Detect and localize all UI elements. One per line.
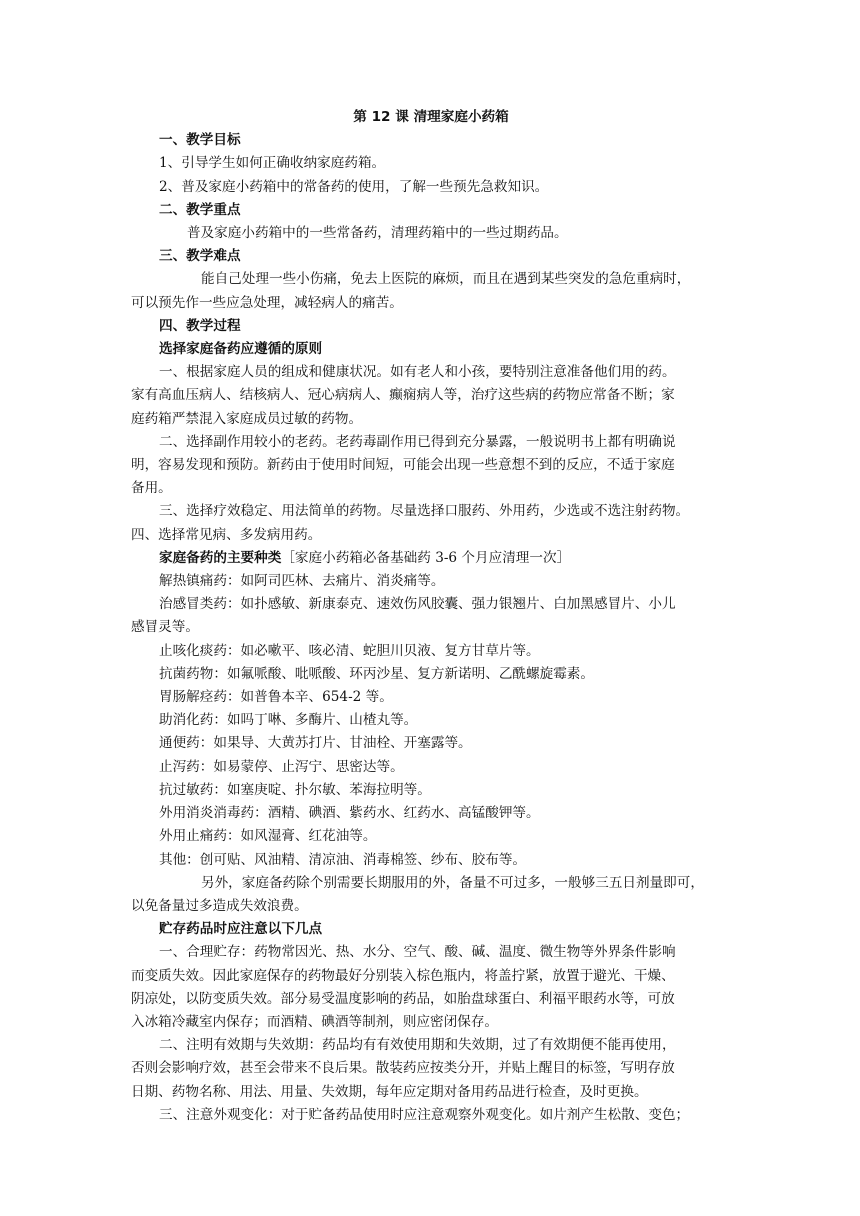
paragraph-line: 另外，家庭备药除个别需要长期服用的外，备量不可过多，一般够三五日剂量即可， <box>201 874 704 891</box>
focus-text: 普及家庭小药箱中的一些常备药，清理药箱中的一些过期药品。 <box>187 225 568 242</box>
paragraph-line: 二、注明有效期与失效期：药品均有有效使用期和失效期，过了有效期便不能再使用， <box>159 1037 676 1054</box>
types-heading-note: ［家庭小药箱必备基础药 3-6 个月应清理一次］ <box>281 549 571 566</box>
drug-type-item: 胃肠解痉药：如普鲁本辛、654-2 等。 <box>159 689 393 706</box>
paragraph-line: 入冰箱冷藏室内保存；而酒精、碘酒等制剂，则应密闭保存。 <box>131 1013 499 1030</box>
drug-type-item: 外用止痛药：如风湿膏、红花油等。 <box>159 828 377 845</box>
subheading-storage: 贮存药品时应注意以下几点 <box>159 921 323 938</box>
drug-type-item: 治感冒类药：如扑感敏、新康泰克、速效伤风胶囊、强力银翘片、白加黑感冒片、小儿 <box>159 596 676 613</box>
subheading-principles: 选择家庭备药应遵循的原则 <box>159 341 323 358</box>
section-heading-focus: 二、教学重点 <box>159 201 241 218</box>
drug-type-item: 外用消炎消毒药：酒精、碘酒、紫药水、红药水、高锰酸钾等。 <box>159 805 540 822</box>
drug-type-item: 抗过敏药：如塞庚啶、扑尔敏、苯海拉明等。 <box>159 781 431 798</box>
paragraph-line: 而变质失效。因此家庭保存的药物最好分别装入棕色瓶内，将盖拧紧，放置于避光、干燥、 <box>131 967 675 984</box>
paragraph-line: 明，容易发现和预防。新药由于使用时间短，可能会出现一些意想不到的反应，不适于家庭 <box>131 457 675 474</box>
paragraph-line: 以免备量过多造成失效浪费。 <box>131 897 308 914</box>
drug-type-item: 感冒灵等。 <box>131 619 199 636</box>
paragraph-line: 备用。 <box>131 480 172 497</box>
paragraph-line: 三、选择疗效稳定、用法简单的药物。尽量选择口服药、外用药，少选或不选注射药物。 <box>159 503 690 520</box>
drug-type-item: 抗菌药物：如氟哌酸、吡哌酸、环丙沙星、复方新诺明、乙酰螺旋霉素。 <box>159 665 594 682</box>
paragraph-line: 一、合理贮存：药物常因光、热、水分、空气、酸、碱、温度、微生物等外界条件影响 <box>159 944 676 961</box>
section-heading-process: 四、教学过程 <box>159 317 241 334</box>
drug-type-item: 通便药：如果导、大黄苏打片、甘油栓、开塞露等。 <box>159 735 472 752</box>
paragraph-line: 家有高血压病人、结核病人、冠心病病人、癫痫病人等，治疗这些病的药物应常备不断；家 <box>131 387 675 404</box>
paragraph-line: 二、选择副作用较小的老药。老药毒副作用已得到充分暴露，一般说明书上都有明确说 <box>159 433 676 450</box>
goal-item: 1、引导学生如何正确收纳家庭药箱。 <box>159 155 386 172</box>
types-heading-text: 家庭备药的主要种类 <box>159 549 282 566</box>
section-heading-difficulty: 三、教学难点 <box>159 248 241 265</box>
paragraph-line: 阴凉处，以防变质失效。部分易受温度影响的药品，如胎盘球蛋白、利福平眼药水等，可放 <box>131 990 675 1007</box>
page-title: 第 12 课 清理家庭小药箱 <box>353 109 509 125</box>
paragraph-line: 四、选择常见病、多发病用药。 <box>131 526 322 543</box>
paragraph-line: 庭药箱严禁混入家庭成员过敏的药物。 <box>131 410 363 427</box>
drug-type-item: 助消化药：如吗丁啉、多酶片、山楂丸等。 <box>159 712 418 729</box>
drug-type-item: 止咳化痰药：如必嗽平、咳必清、蛇胆川贝液、复方甘草片等。 <box>159 642 540 659</box>
difficulty-text: 可以预先作一些应急处理，减轻病人的痛苦。 <box>131 294 403 311</box>
paragraph-line: 否则会影响疗效，甚至会带来不良后果。散装药应按类分开，并贴上醒目的标签，写明存放 <box>131 1060 675 1077</box>
subheading-types <box>131 547 731 570</box>
paragraph-line: 三、注意外观变化：对于贮备药品使用时应注意观察外观变化。如片剂产生松散、变色； <box>159 1106 690 1123</box>
document-body <box>131 106 731 1127</box>
drug-type-item: 止泻药：如易蒙停、止泻宁、思密达等。 <box>159 758 404 775</box>
paragraph-line: 日期、药物名称、用法、用量、失效期，每年应定期对备用药品进行检查，及时更换。 <box>131 1083 648 1100</box>
drug-type-item: 其他：创可贴、风油精、清凉油、消毒棉签、纱布、胶布等。 <box>159 851 527 868</box>
goal-item: 2、普及家庭小药箱中的常备药的使用，了解一些预先急救知识。 <box>159 178 549 195</box>
drug-type-item: 解热镇痛药：如阿司匹林、去痛片、消炎痛等。 <box>159 573 445 590</box>
paragraph-line: 一、根据家庭人员的组成和健康状况。如有老人和小孩，要特别注意准备他们用的药。 <box>159 364 676 381</box>
section-heading-goals: 一、教学目标 <box>159 132 241 149</box>
difficulty-text: 能自己处理一些小伤痛，免去上医院的麻烦，而且在遇到某些突发的急危重病时， <box>201 271 691 288</box>
